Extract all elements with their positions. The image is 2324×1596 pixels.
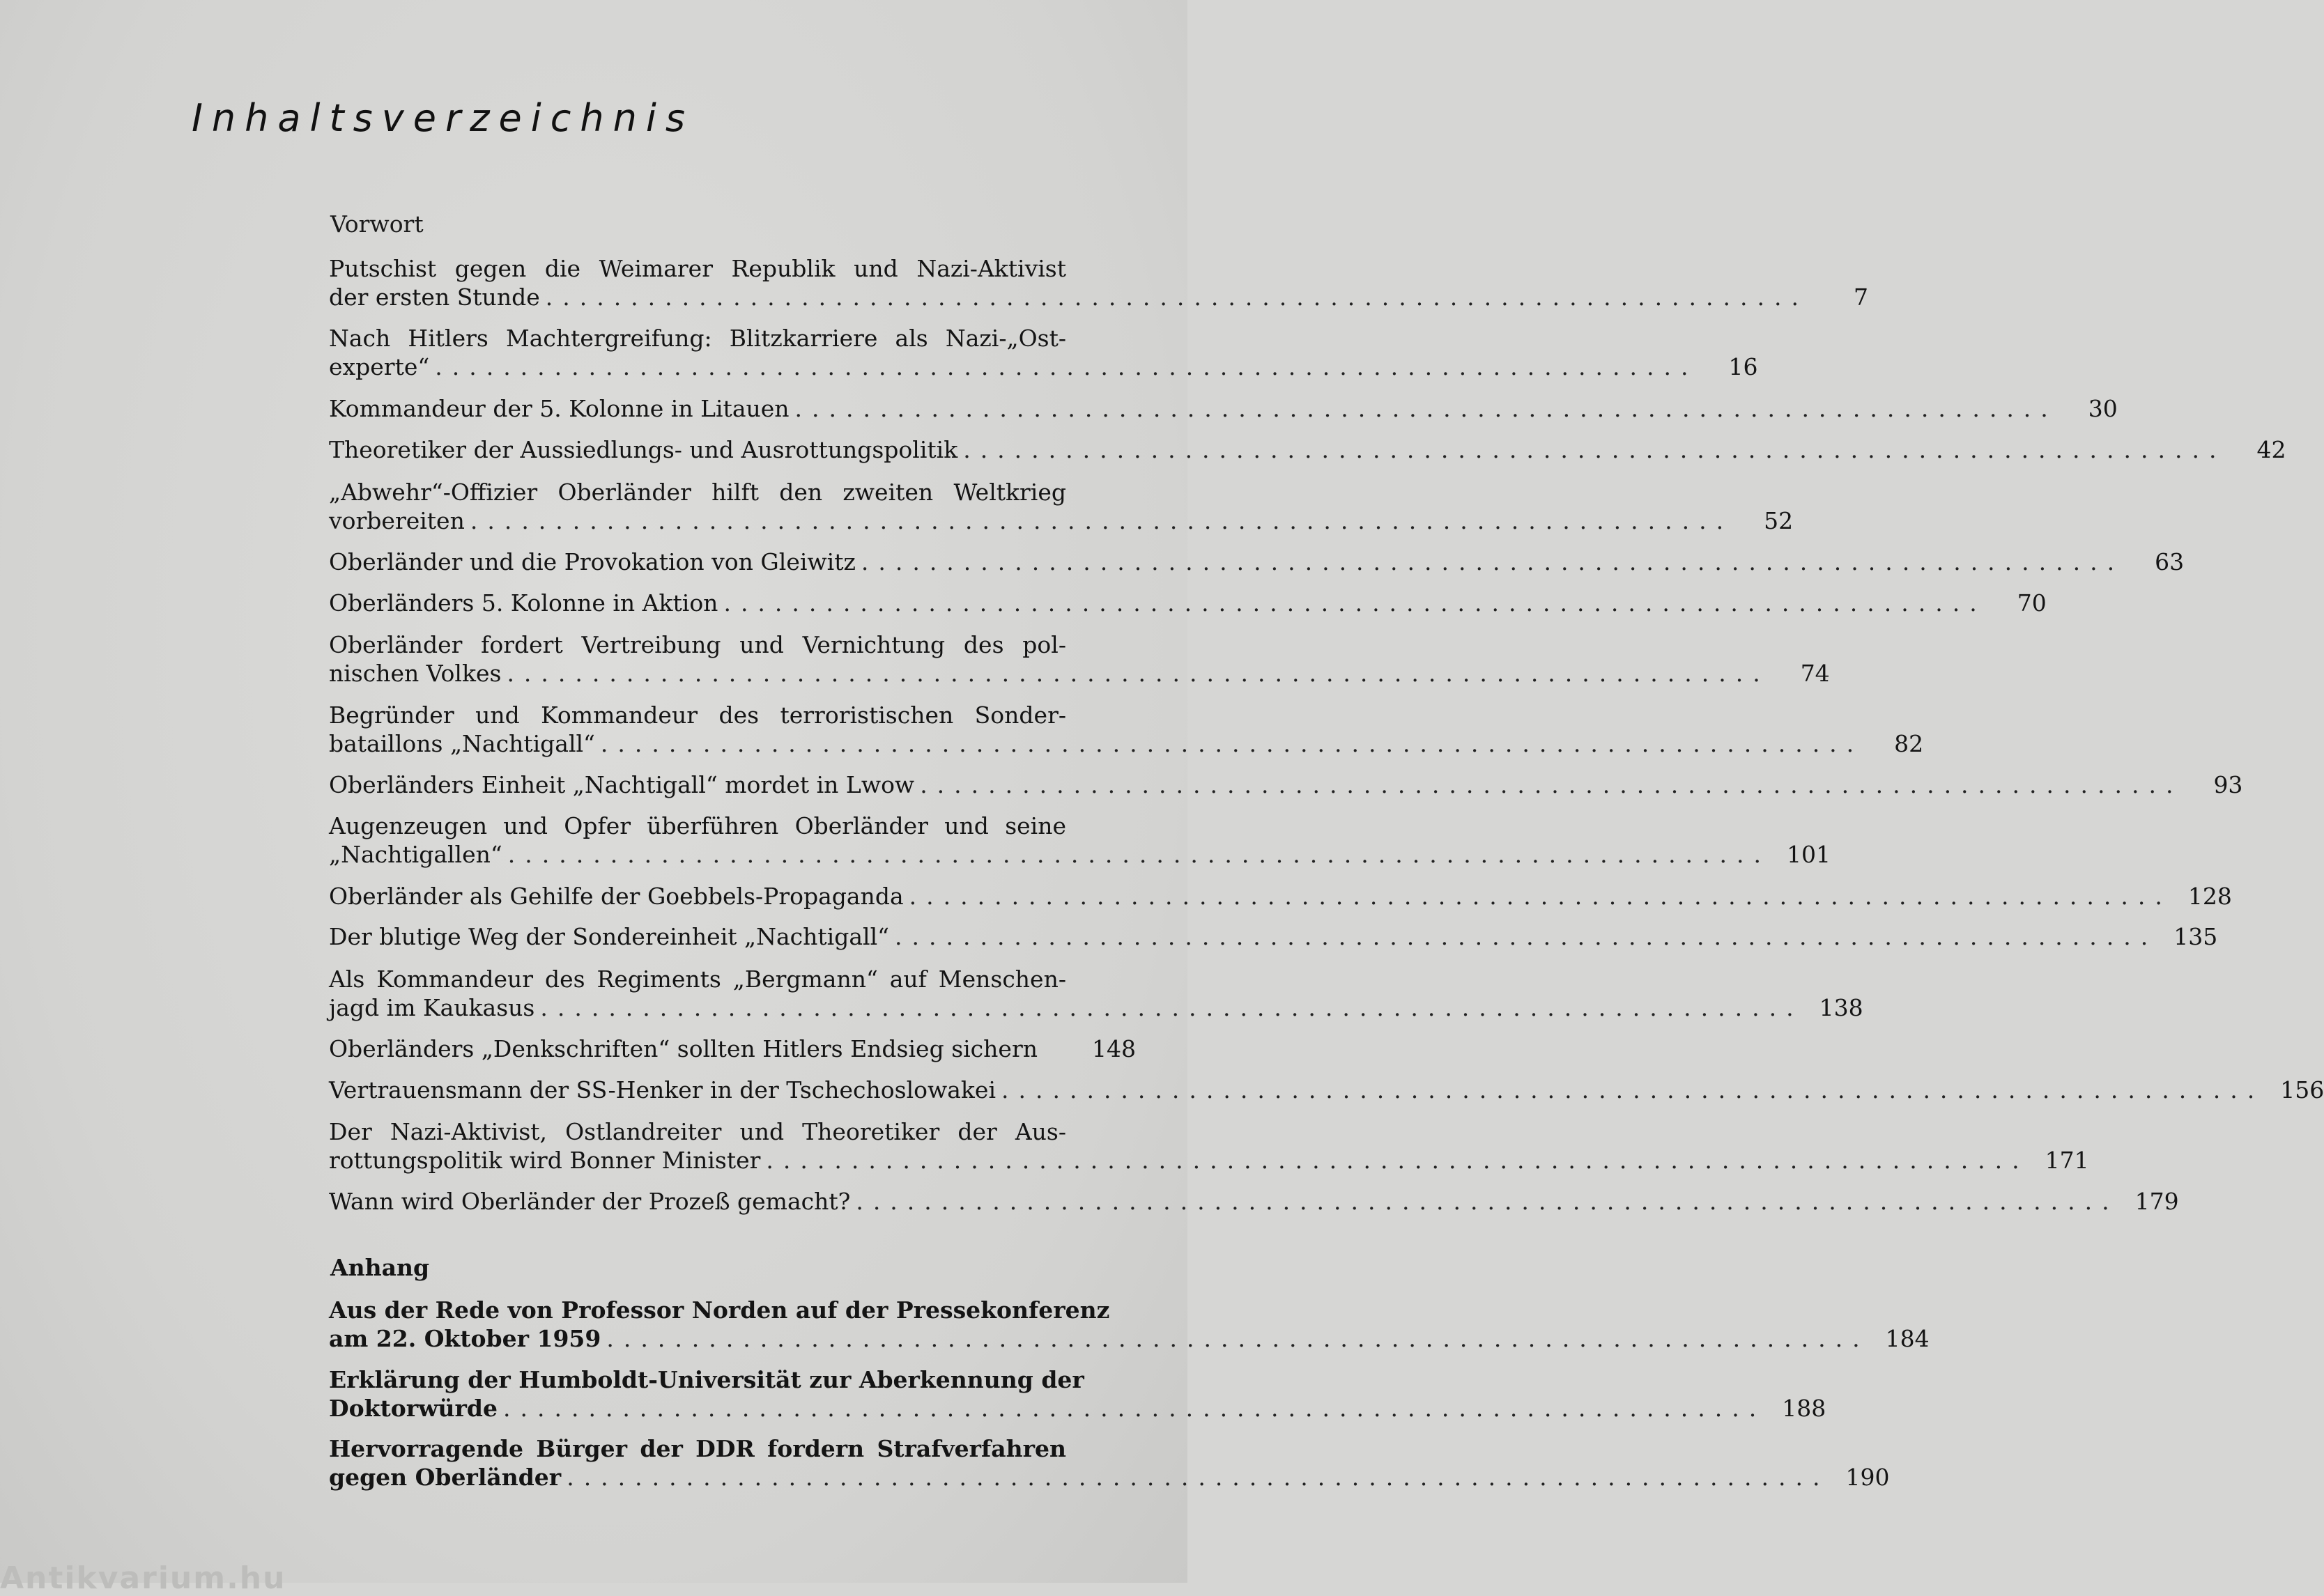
appendix-entry xyxy=(329,1434,1890,1492)
entry-line: Aus der Rede von Professor Norden auf der Pressekonferenz xyxy=(329,1296,1110,1324)
dot-leader: .......................................................................... xyxy=(794,395,2058,422)
page-number: 101 xyxy=(1787,841,1831,868)
toc-entry xyxy=(329,435,2286,464)
page-number: 93 xyxy=(2213,771,2243,798)
entry-line: Oberländer fordert Vertreibung und Vernichtung des pol- xyxy=(329,631,1066,658)
toc-entry xyxy=(329,922,2218,951)
dot-leader: .......................................................................... xyxy=(606,1325,1870,1352)
entry-line: Der Nazi-Aktivist, Ostlandreiter und Theoretiker der Aus- xyxy=(329,1118,1066,1145)
toc-entry xyxy=(329,965,1863,1022)
page-number: 156 xyxy=(2280,1076,2324,1103)
toc-entry xyxy=(329,1187,2179,1216)
toc-entry xyxy=(329,589,2047,617)
appendix-entry xyxy=(329,1365,1826,1423)
toc-entry xyxy=(329,770,2243,799)
entry-text: am 22. Oktober 1959 xyxy=(329,1325,601,1352)
toc-entry xyxy=(329,1076,2324,1104)
dot-leader: .......................................................................... xyxy=(766,1147,2029,1174)
dot-leader: .......................................................................... xyxy=(507,841,1771,868)
entry-text: Oberländers 5. Kolonne in Aktion xyxy=(329,589,718,617)
dot-leader: .......................................................................... xyxy=(507,660,1770,687)
entry-text: Oberländer und die Provokation von Gleiwitz xyxy=(329,548,856,575)
toc-entry xyxy=(329,478,1794,535)
page-number: 82 xyxy=(1894,730,1924,757)
entry-line: „Abwehr“-Offizier Oberländer hilft den zweiten Weltkrieg xyxy=(329,479,1066,506)
entry-text: Vertrauensmann der SS-Henker in der Tschechoslowakei xyxy=(329,1076,996,1103)
dot-leader: .......................................................................... xyxy=(963,436,2226,463)
appendix-entry xyxy=(329,1296,1930,1353)
page-number: 70 xyxy=(2017,589,2047,617)
page-title: Inhaltsverzeichnis xyxy=(192,96,695,140)
entry-text: rottungspolitik wird Bonner Minister xyxy=(329,1147,761,1174)
page-number: 128 xyxy=(2187,883,2232,910)
page-number: 135 xyxy=(2173,923,2218,950)
dot-leader: .......................................................................... xyxy=(545,284,1808,311)
entry-text: Doktorwürde xyxy=(329,1395,498,1422)
dot-leader: .......................................................................... xyxy=(540,994,1803,1021)
watermark: Antikvarium.hu xyxy=(0,1560,286,1596)
dot-leader: .......................................................................... xyxy=(567,1464,1830,1491)
page-number: 171 xyxy=(2045,1147,2089,1174)
dot-leader: .......................................................................... xyxy=(1001,1076,2265,1103)
page-number: 184 xyxy=(1885,1325,1930,1352)
toc-entry xyxy=(329,701,1924,758)
entry-text: Theoretiker der Aussiedlungs- und Ausrottungspolitik xyxy=(329,436,958,463)
entry-line: Begründer und Kommandeur des terroristischen Sonder- xyxy=(329,702,1066,729)
entry-text: Oberländers „Denkschriften“ sollten Hitlers Endsieg sichern xyxy=(329,1035,1038,1062)
dot-leader: .......................................................................... xyxy=(503,1395,1767,1422)
toc-entry xyxy=(329,1035,1136,1063)
entry-text: jagd im Kaukasus xyxy=(329,994,535,1021)
page-number: 16 xyxy=(1728,353,1758,380)
entry-line: Nach Hitlers Machtergreifung: Blitzkarriere als Nazi-„Ost- xyxy=(329,325,1066,352)
entry-line: Hervorragende Bürger der DDR fordern Strafverfahren xyxy=(329,1435,1066,1462)
entry-line: Augenzeugen und Opfer überführen Oberländer und seine xyxy=(329,812,1066,839)
dot-leader: .......................................................................... xyxy=(920,771,2183,798)
dot-leader: .......................................................................... xyxy=(895,923,2158,950)
entry-text: der ersten Stunde xyxy=(329,284,540,311)
entry-text: gegen Oberländer xyxy=(329,1464,562,1491)
dot-leader: .......................................................................... xyxy=(470,507,1734,534)
page-number: 179 xyxy=(2134,1188,2179,1215)
page-number: 190 xyxy=(1845,1464,1890,1491)
toc-entry xyxy=(329,394,2118,423)
page-number: 74 xyxy=(1800,660,1830,687)
page-number: 30 xyxy=(2088,395,2118,422)
page-number: 138 xyxy=(1819,994,1863,1021)
entry-text: nischen Volkes xyxy=(329,660,502,687)
entry-text: Der blutige Weg der Sondereinheit „Nachtigall“ xyxy=(329,923,889,950)
appendix-heading: Anhang xyxy=(330,1254,430,1281)
dot-leader: .......................................................................... xyxy=(856,1188,2119,1215)
preface-entry: Vorwort xyxy=(330,210,424,238)
toc-entry xyxy=(329,1117,2089,1175)
entry-text: experte“ xyxy=(329,353,430,380)
entry-line: Putschist gegen die Weimarer Republik und Nazi-Aktivist xyxy=(329,255,1066,282)
page-number: 148 xyxy=(1092,1035,1136,1062)
page-number: 52 xyxy=(1764,507,1794,534)
page-number: 63 xyxy=(2155,548,2185,575)
toc-entry xyxy=(329,254,1868,311)
toc-entry xyxy=(329,812,1831,869)
dot-leader: .......................................................................... xyxy=(861,548,2125,575)
entry-text: bataillons „Nachtigall“ xyxy=(329,730,595,757)
page-number: 188 xyxy=(1782,1395,1826,1422)
entry-line: Erklärung der Humboldt-Universität zur Aberkennung der xyxy=(329,1366,1084,1393)
page-number: 7 xyxy=(1853,284,1868,311)
entry-text: Oberländer als Gehilfe der Goebbels-Propaganda xyxy=(329,883,904,910)
toc-entry xyxy=(329,630,1830,688)
dot-leader: .......................................................................... xyxy=(600,730,1864,757)
toc-entry xyxy=(329,548,2185,576)
dot-leader: .......................................................................... xyxy=(435,353,1698,380)
entry-text: vorbereiten xyxy=(329,507,465,534)
entry-text: Oberländers Einheit „Nachtigall“ mordet in Lwow xyxy=(329,771,915,798)
entry-text: Wann wird Oberländer der Prozeß gemacht? xyxy=(329,1188,851,1215)
toc-entry xyxy=(329,324,1758,381)
entry-text: Kommandeur der 5. Kolonne in Litauen xyxy=(329,395,790,422)
entry-line: Als Kommandeur des Regiments „Bergmann“ auf Menschen- xyxy=(329,966,1066,993)
toc-entry xyxy=(329,882,2232,911)
page-number: 42 xyxy=(2256,436,2286,463)
dot-leader: .......................................................................... xyxy=(909,883,2172,910)
entry-text: „Nachtigallen“ xyxy=(329,841,502,868)
dot-leader: .......................................................................... xyxy=(723,589,1987,617)
